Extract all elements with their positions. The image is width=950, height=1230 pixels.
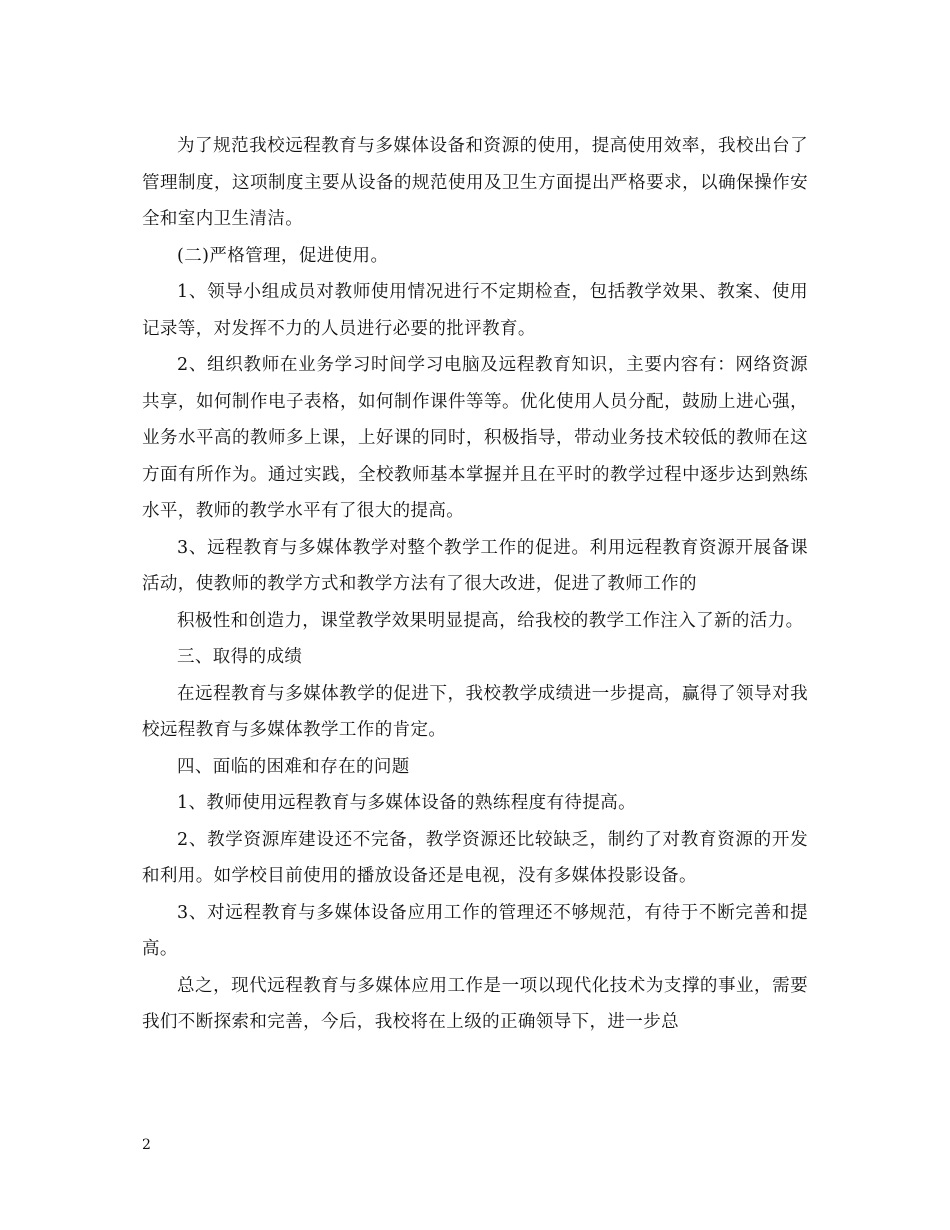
page-number: 2 [142,1137,151,1153]
document-body [142,128,808,1041]
paragraph-conclusion: 总之，现代远程教育与多媒体应用工作是一项以现代化技术为支撑的事业，需要我们不断探索和完善，今后，我校将在上级的正确领导下，进一步总 [142,975,808,1032]
paragraph-problem-1: 1、教师使用远程教育与多媒体设备的熟练程度有待提高。 [177,793,637,813]
paragraph-item-1: 1、领导小组成员对教师使用情况进行不定期检查，包括教学效果、教案、使用记录等，对发挥不力的人员进行必要的批评教育。 [142,282,808,339]
paragraph-problem-3: 3、对远程教育与多媒体设备应用工作的管理还不够规范，有待于不断完善和提高。 [142,902,808,959]
paragraph-item-3: 3、远程教育与多媒体教学对整个教学工作的促进。利用远程教育资源开展备课活动，使教师的教学方式和教学方法有了很大改进，促进了教师工作的 [142,537,808,594]
section-heading-strict-management: (二)严格管理，促进使用。 [177,245,389,266]
paragraph-intro: 为了规范我校远程教育与多媒体设备和资源的使用，提高使用效率，我校出台了管理制度，这项制度主要从设备的规范使用及卫生方面提出严格要求，以确保操作安全和室内卫生清洁。 [142,136,808,229]
paragraph-item-3-continued: 积极性和创造力，课堂教学效果明显提高，给我校的教学工作注入了新的活力。 [177,610,804,631]
section-heading-problems: 四、面临的困难和存在的问题 [177,756,410,777]
paragraph-achievements: 在远程教育与多媒体教学的促进下，我校教学成绩进一步提高，赢得了领导对我校远程教育与多媒体教学工作的肯定。 [142,683,808,740]
section-heading-achievements: 三、取得的成绩 [177,647,303,667]
paragraph-item-2: 2、组织教师在业务学习时间学习电脑及远程教育知识，主要内容有：网络资源共享，如何制作电子表格，如何制作课件等等。优化使用人员分配，鼓励上进心强，业务水平高的教师多上课，上好课的同时，积极指导，带动业务技术较低的教师在这方面有所作为。通过实践，全校教师基本掌握并且在平时的教学过程中逐步达到熟练水平，教师的教学水平有了很大的提高。 [142,355,808,521]
paragraph-problem-2: 2、教学资源库建设还不完备，教学资源还比较缺乏，制约了对教育资源的开发和利用。如学校目前使用的播放设备还是电视，没有多媒体投影设备。 [142,829,808,886]
